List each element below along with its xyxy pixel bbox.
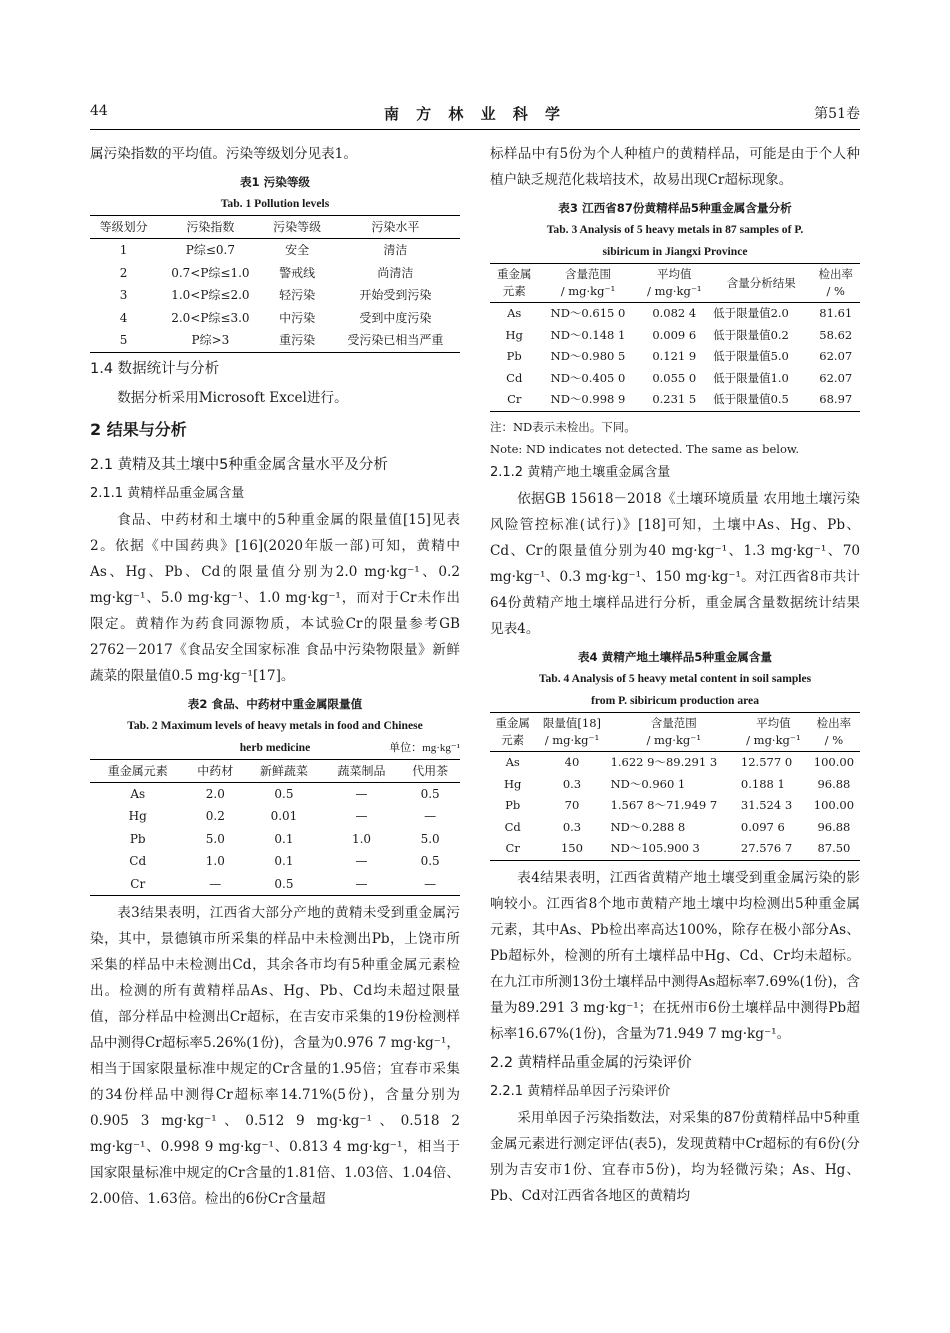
cell: Cr — [490, 838, 535, 860]
cell: ND～0.148 1 — [550, 327, 626, 342]
header-line: 元素 — [501, 732, 525, 747]
table-row — [90, 307, 460, 330]
cell: 轻污染 — [279, 288, 316, 302]
table4-header — [609, 712, 739, 751]
table3-header — [637, 264, 711, 303]
table-row — [490, 774, 860, 796]
cell: Pb — [129, 831, 146, 846]
cell: — — [355, 809, 368, 823]
table4-header — [739, 712, 808, 751]
table3-note-zh: 注：ND表示未检出。下同。 — [490, 419, 636, 434]
cell: 0.5 — [245, 873, 323, 896]
header-line: 含量范围 — [650, 715, 697, 730]
cell: 2 — [119, 265, 128, 280]
paragraph: 表3结果表明，江西省大部分产地的黄精未受到重金属污染，其中，景德镇市所采集的样品中未检测出Pb，上饶市所采集的样品中未检测出Cd，其余各市均有5种重金属元素检出。检测的所有黄精样品As、Hg、Pb、Cd均未超过限量值，部分样品中检测出Cr超标，在吉安市采集的19份检测样品中测得Cr超标率5.26%(1份)，含量为0.976 7 mg·kg⁻¹，相当于国家限量标准中规定的Cr含量的1.95倍；宜春市采集的34份样品中测得Cr超标率14.71%(5份)，含量分别为0.905 3 mg·kg⁻¹、0.512 9 mg·kg⁻¹、0.518 2 mg·kg⁻¹、0.998 9 mg·kg⁻¹、0.813 4 mg·kg⁻¹，相当于国家限量标准中规定的Cr含量的1.81倍、1.03倍、1.04倍、2.00倍、1.63倍。检出的6份Cr含量超 — [90, 905, 460, 1207]
cell: 150 — [535, 838, 608, 860]
section-heading-2-1: 2.1 黄精及其土壤中5种重金属含量水平及分析 — [90, 456, 388, 473]
table-row — [90, 284, 460, 307]
cell: 58.62 — [819, 327, 853, 342]
cell: 0.5 — [420, 854, 440, 868]
cell: Hg — [128, 809, 147, 823]
cell: — — [424, 809, 437, 823]
cell: 清洁 — [383, 243, 408, 257]
paragraph: 表4结果表明，江西省黄精产地土壤受到重金属污染的影响较小。江西省8个地市黄精产地土壤中均检测出5种重金属元素，其中As、Pb检出率高达100%，除存在极小部分As、Pb超标外，检测的所有土壤样品中Hg、Cd、Cr均未超标。在九江市所测13份土壤样品中测得As超标率7.69%(1份)，含量为89.291 3 mg·kg⁻¹；在抚州市6份土壤样品中测得Pb超标率16.67%(1份)，含量为71.949 7 mg·kg⁻¹。 — [490, 869, 860, 1042]
cell: As — [507, 306, 522, 320]
table3-header — [490, 264, 538, 303]
cell: 低于限量值2.0 — [713, 306, 789, 320]
table1-header: 污染水平 — [331, 216, 460, 239]
table3-caption-zh: 表3 江西省87份黄精样品5种重金属含量分析 — [558, 201, 792, 215]
table2-unit: 单位：mg·kg⁻¹ — [389, 741, 460, 754]
section-heading-2: 2 结果与分析 — [90, 419, 187, 439]
table-row — [90, 262, 460, 285]
table1-header: 污染等级 — [264, 216, 331, 239]
cell: 81.61 — [819, 306, 853, 320]
paragraph: 依据GB 15618－2018《土壤环境质量 农用地土壤污染风险管控标准(试行)》[18]可知，土壤中As、Hg、Pb、Cd、Cr的限量值分别为40 mg·kg⁻¹、1.3 mg·kg⁻¹、70 mg·kg⁻¹、0.3 mg·kg⁻¹、150 mg·kg⁻¹。对江西省8市共计64份黄精产地土壤样品进行分析，重金属含量数据统计结果见表4。 — [490, 490, 860, 637]
table4-header — [535, 712, 608, 751]
table3-note-en: Note: ND indicates not detected. The same as below. — [490, 441, 800, 456]
cell: 0.5 — [274, 786, 294, 801]
header-rule — [90, 129, 860, 130]
table3-caption-en: Tab. 3 Analysis of 5 heavy metals in 87 samples of P. — [546, 223, 804, 236]
cell: — — [355, 854, 368, 868]
cell: 96.88 — [817, 819, 851, 834]
cell: 3 — [119, 288, 128, 302]
header-line: 平均值 — [756, 715, 791, 730]
paragraph: 属污染指数的平均值。污染等级划分见表1。 — [90, 146, 357, 162]
cell: 警戒线 — [279, 265, 316, 280]
cell: ND～0.288 8 — [610, 819, 686, 834]
cell: 0.2 — [205, 809, 225, 823]
cell: 1.0 — [205, 854, 225, 868]
cell: 0.231 5 — [637, 389, 711, 411]
cell: 70 — [564, 798, 580, 813]
header-line: / mg·kg⁻¹ — [646, 732, 701, 747]
table3-header — [538, 264, 637, 303]
paragraph: 食品、中药材和土壤中的5种重金属的限量值[15]见表2。依据《中国药典》[16](2020年版一部)可知，黄精中As、Hg、Pb、Cd的限量值分别为2.0 mg·kg⁻¹、0.2 mg·kg⁻¹、5.0 mg·kg⁻¹、1.0 mg·kg⁻¹，而对于Cr未作出限定。黄精作为药食同源物质，本试验Cr的限量参考GB 2762－2017《食品安全国家标准 食品中污染物限量》新鲜蔬菜的限量值0.5 mg·kg⁻¹[17]。 — [90, 511, 460, 684]
cell: 87.50 — [808, 838, 860, 860]
left-column — [90, 141, 460, 1212]
table2 — [90, 759, 460, 897]
cell: 5 — [90, 329, 157, 352]
table4-header — [808, 712, 860, 751]
table1-caption-zh: 表1 污染等级 — [239, 175, 311, 189]
cell: 62.07 — [819, 349, 853, 364]
header-line: 检出率 — [816, 715, 852, 730]
cell: 5.0 — [420, 831, 440, 846]
cell: 1.567 8～71.949 7 — [610, 798, 718, 813]
cell: 40 — [564, 754, 580, 769]
table3 — [490, 263, 860, 412]
header-line: 限量值[18] — [542, 715, 602, 730]
cell: 低于限量值0.2 — [713, 327, 789, 342]
cell: 96.88 — [817, 776, 851, 791]
cell: 5.0 — [205, 831, 225, 846]
cell: 62.07 — [819, 370, 853, 385]
section-heading-2-2: 2.2 黄精样品重金属的污染评价 — [490, 1054, 692, 1071]
cell: Hg — [503, 776, 522, 791]
cell: Cd — [504, 819, 521, 834]
cell: Pb — [506, 349, 522, 364]
section-heading-2-2-1: 2.2.1 黄精样品单因子污染评价 — [490, 1083, 671, 1099]
header-line: / % — [824, 732, 844, 747]
table4-caption-en: Tab. 4 Analysis of 5 heavy metal content in soil samples — [538, 671, 812, 685]
cell: Cd — [129, 854, 147, 868]
cell: 安全 — [285, 243, 310, 257]
cell: Cr — [490, 389, 538, 411]
cell: ND～0.405 0 — [550, 370, 626, 385]
table-row — [490, 325, 860, 347]
cell: 2.0 — [205, 786, 225, 801]
table4 — [490, 712, 860, 861]
table1-caption-en: Tab. 1 Pollution levels — [220, 197, 330, 210]
table-row — [90, 805, 460, 828]
table-row — [90, 782, 460, 805]
section-heading-2-1-1: 2.1.1 黄精样品重金属含量 — [90, 485, 245, 501]
header-line: 平均值 — [657, 267, 692, 281]
section-heading-1-4: 1.4 数据统计与分析 — [90, 360, 220, 377]
table3-caption-en-line2: sibiricum in Jiangxi Province — [602, 245, 748, 258]
table-row — [490, 795, 860, 817]
header-line: / mg·kg⁻¹ — [746, 732, 801, 747]
cell: As — [130, 786, 146, 801]
section-heading-2-1-2: 2.1.2 黄精产地土壤重金属含量 — [490, 464, 671, 480]
cell: Hg — [505, 327, 523, 342]
cell: ND～0.998 9 — [538, 389, 637, 411]
cell: Cr — [90, 873, 185, 896]
cell: 100.00 — [813, 798, 855, 813]
table2-caption-en-cont: herb medicine — [239, 740, 311, 754]
cell: 0.3 — [562, 819, 582, 834]
cell: 0.097 6 — [740, 819, 785, 834]
table2-caption-en-line2 — [90, 737, 460, 759]
cell: 4 — [119, 310, 128, 325]
cell: — — [355, 786, 368, 801]
cell: Cd — [506, 370, 523, 385]
cell: Pb — [505, 798, 521, 813]
cell: 0.121 9 — [652, 349, 697, 364]
table-row — [490, 817, 860, 839]
cell: 0.055 0 — [652, 370, 697, 385]
header-line: / mg·kg⁻¹ — [544, 732, 600, 747]
table-row — [490, 303, 860, 325]
cell: 1 — [119, 243, 128, 257]
journal-title: 南 方 林 业 科 学 — [383, 105, 567, 123]
table-row — [90, 850, 460, 873]
table2-header: 中药材 — [185, 759, 245, 782]
cell: P综>3 — [157, 329, 263, 352]
table-row — [490, 838, 860, 860]
table4-caption-en-line2: from P. sibiricum production area — [590, 693, 759, 707]
cell: 31.524 3 — [740, 798, 793, 813]
cell: — — [323, 873, 401, 896]
cell: 12.577 0 — [740, 754, 793, 769]
cell: 68.97 — [812, 389, 860, 411]
cell: 100.00 — [813, 754, 855, 769]
header-line: 重金属 — [496, 267, 532, 281]
table2-header: 新鲜蔬菜 — [245, 759, 323, 782]
cell: 1.0<P综≤2.0 — [171, 288, 250, 302]
table1-header: 等级划分 — [90, 216, 157, 239]
cell: As — [505, 754, 520, 769]
cell: 重污染 — [264, 329, 331, 352]
cell: 开始受到污染 — [359, 288, 432, 302]
cell: 2.0<P综≤3.0 — [171, 310, 250, 325]
table-row — [90, 239, 460, 262]
cell: 中污染 — [279, 310, 316, 325]
paragraph: 数据分析采用Microsoft Excel进行。 — [117, 389, 348, 406]
cell: 0.5 — [420, 786, 440, 801]
cell: 低于限量值5.0 — [713, 349, 789, 364]
cell: — — [185, 873, 245, 896]
cell: 0.082 4 — [652, 306, 697, 320]
table2-caption-zh: 表2 食品、中药材中重金属限量值 — [187, 696, 363, 711]
cell: 0.01 — [270, 809, 298, 823]
header-line: / mg·kg⁻¹ — [647, 284, 702, 298]
cell: ND～105.900 3 — [609, 838, 739, 860]
cell: 27.576 7 — [739, 838, 808, 860]
table-row — [90, 828, 460, 851]
table1-header: 污染指数 — [157, 216, 263, 239]
cell: 低于限量值1.0 — [713, 370, 789, 385]
page-header — [90, 103, 860, 127]
cell: ND～0.980 5 — [550, 349, 626, 364]
table-row — [90, 329, 460, 352]
table2-caption-en: Tab. 2 Maximum levels of heavy metals in food and Chinese — [127, 718, 423, 732]
cell: 1.0 — [351, 831, 372, 846]
table-row — [490, 368, 860, 390]
header-line: / mg·kg⁻¹ — [560, 284, 616, 298]
cell: 低于限量值0.5 — [711, 389, 811, 411]
paragraph: 标样品中有5份为个人种植户的黄精样品，可能是由于个人种植户缺乏规范化栽培技术，故易出现Cr超标现象。 — [490, 146, 860, 188]
volume-label: 第51卷 — [814, 106, 860, 122]
cell: 0.009 6 — [652, 327, 697, 342]
cell: ND～0.960 1 — [610, 776, 686, 791]
cell: 0.3 — [562, 776, 582, 791]
cell: 0.1 — [274, 831, 294, 846]
cell: 0.1 — [274, 854, 294, 868]
cell: 1.622 9～89.291 3 — [610, 754, 718, 769]
header-line: 含量分析结果 — [726, 275, 796, 290]
table2-header: 蔬菜制品 — [323, 759, 401, 782]
cell: 受到中度污染 — [359, 310, 432, 325]
table1 — [90, 215, 460, 353]
cell: 0.188 1 — [740, 776, 785, 791]
table3-header — [812, 264, 860, 303]
cell: ND～0.615 0 — [550, 306, 626, 320]
paragraph: 采用单因子污染指数法，对采集的87份黄精样品中5种重金属元素进行测定评估(表5)，发现黄精中Cr超标的有6份(分别为吉安市1份、宜春市5份)，均为轻微污染；As、Hg、Pb、Cd对江西省各地区的黄精均 — [490, 1109, 860, 1204]
header-line: / % — [826, 284, 845, 298]
table4-caption-zh: 表4 黄精产地土壤样品5种重金属含量 — [577, 649, 773, 664]
cell: 受污染已相当严重 — [331, 329, 460, 352]
right-column — [490, 141, 860, 1209]
header-line: 元素 — [502, 284, 526, 298]
table-row — [90, 873, 460, 896]
table-row — [490, 346, 860, 368]
table3-header — [711, 264, 811, 303]
cell: 尚清洁 — [377, 265, 414, 280]
cell: — — [400, 873, 460, 896]
cell: P综≤0.7 — [185, 243, 235, 257]
table4-header — [490, 712, 535, 751]
header-line: 含量范围 — [564, 267, 611, 281]
header-line: 重金属 — [495, 715, 530, 730]
cell: 0.7<P综≤1.0 — [171, 265, 250, 280]
page-number: 44 — [90, 103, 108, 119]
table2-header: 代用茶 — [400, 759, 460, 782]
table2-header: 重金属元素 — [90, 759, 185, 782]
header-line: 检出率 — [818, 267, 853, 281]
table-row — [490, 389, 860, 411]
table-row — [490, 751, 860, 773]
